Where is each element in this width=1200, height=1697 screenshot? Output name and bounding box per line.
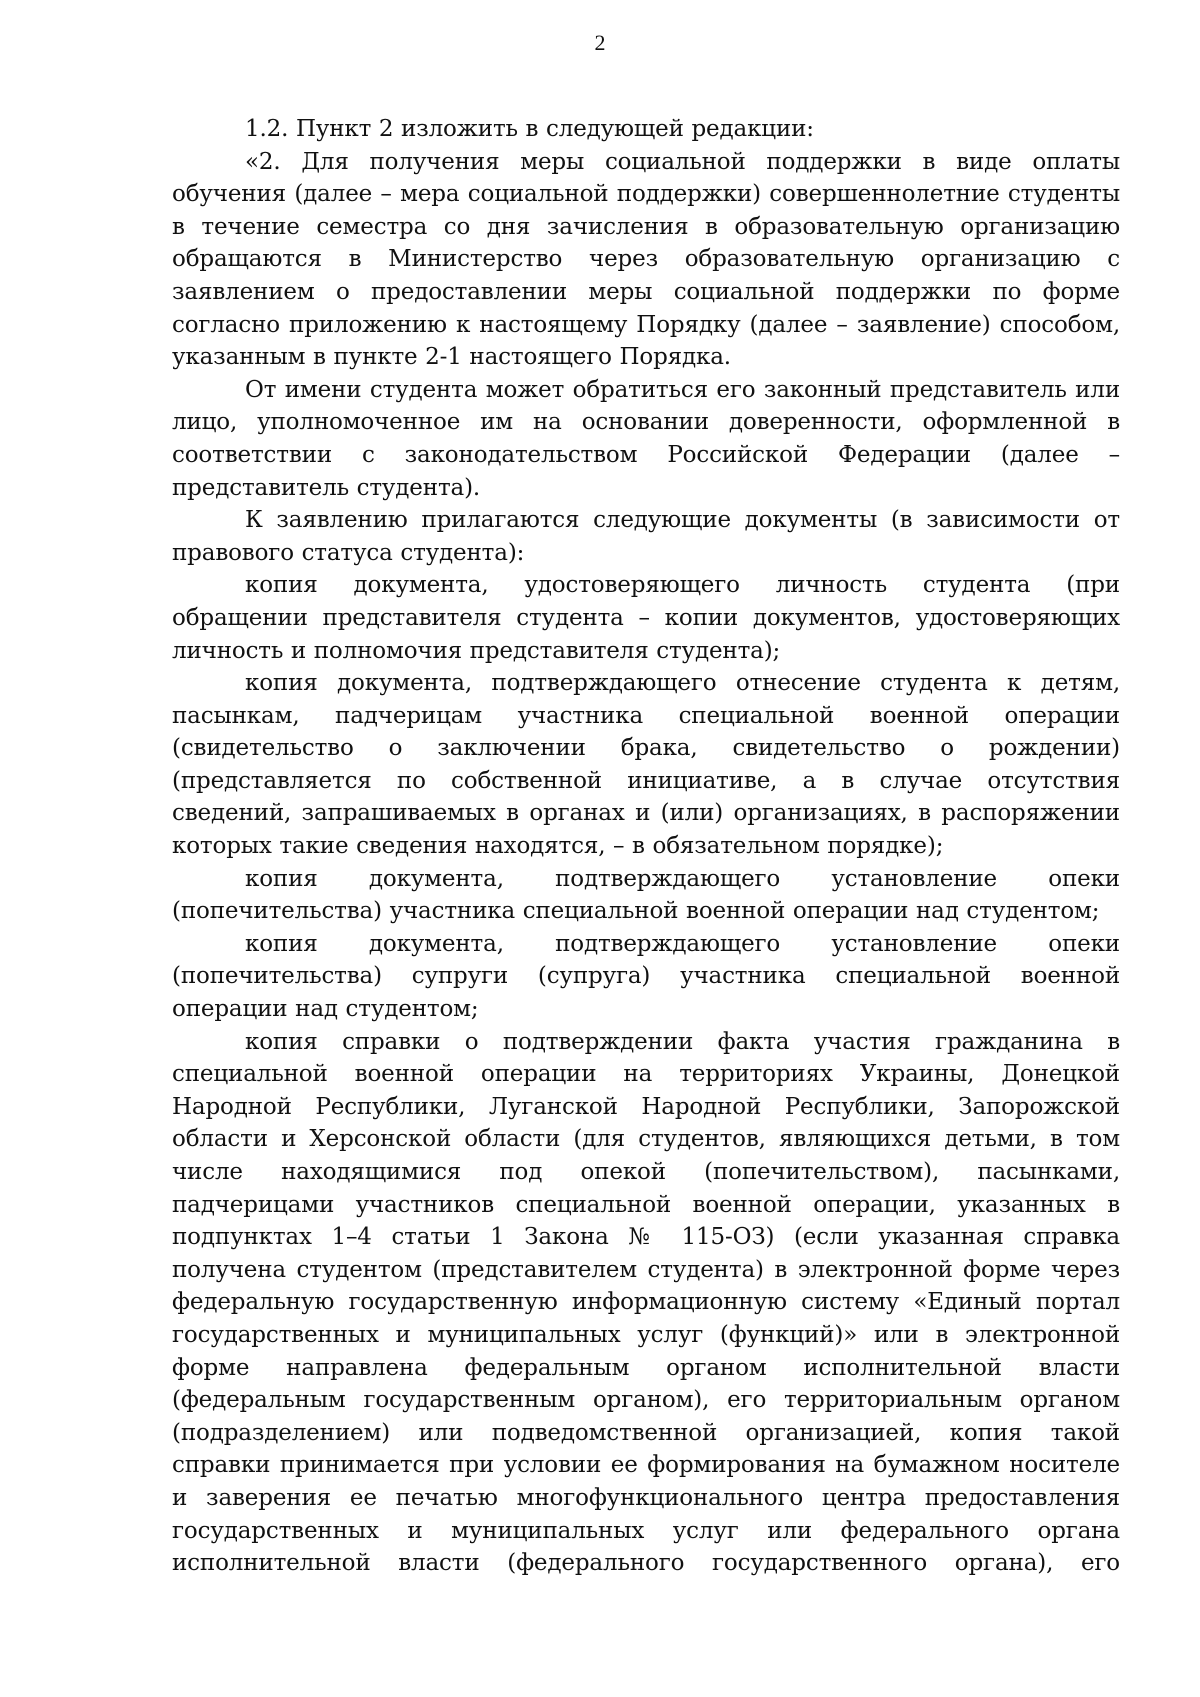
- paragraph-amendment-intro: 1.2. Пункт 2 изложить в следующей редакции:: [245, 116, 814, 142]
- paragraph-documents-intro: К заявлению прилагаются следующие документы (в зависимости от правового статуса студента):: [172, 507, 1120, 566]
- paragraph-relationship-document: копия документа, подтверждающего отнесение студента к детям, пасынкам, падчерицам участника специальной военной операции (свидетельство о заключении брака, свидетельство о рождении) (представляется по собственной инициативе, а в случае отсутствия сведений, запрашиваемых в органах и (или) организациях, в распоряжении которых такие сведения находятся, – в обязательном порядке);: [172, 670, 1120, 860]
- document-body: [172, 113, 1120, 1580]
- paragraph-point-2: «2. Для получения меры социальной поддержки в виде оплаты обучения (далее – мера социальной поддержки) совершеннолетние студенты в течение семестра со дня зачисления в образовательную организацию обращаются в Министерство через образовательную организацию с заявлением о предоставлении меры социальной поддержки по форме согласно приложению к настоящему Порядку (далее – заявление) способом, указанным в пункте 2-1 настоящего Порядка.: [172, 148, 1120, 371]
- paragraph-participation-certificate: копия справки о подтверждении факта участия гражданина в специальной военной операции на территориях Украины, Донецкой Народной Республики, Луганской Народной Республики, Запорожской области и Херсонской области (для студентов, являющихся детьми, в том числе находящимися под опекой (попечительством), пасынками, падчерицами участников специальной военной операции, указанных в подпунктах 1–4 статьи 1 Закона № 115-ОЗ) (если указанная справка получена студентом (представителем студента) в электронной форме через федеральную государственную информационную систему «Единый портал государственных и муниципальных услуг (функций)» или в электронной форме направлена федеральным органом исполнительной власти (федеральным государственным органом), его территориальным органом (подразделением) или подведомственной организацией, копия такой справки принимается при условии ее формирования на бумажном носителе и заверения ее печатью многофункционального центра предоставления государственных и муниципальных услуг или федерального органа исполнительной власти (федерального государственного органа), его: [172, 1028, 1120, 1577]
- paragraph-representative: От имени студента может обратиться его законный представитель или лицо, уполномоченное им на основании доверенности, оформленной в соответствии с законодательством Российской Федерации (далее – представитель студента).: [172, 376, 1120, 501]
- paragraph-identity-document: копия документа, удостоверяющего личность студента (при обращении представителя студента – копии документов, удостоверяющих личность и полномочия представителя студента);: [172, 572, 1120, 664]
- page-number: 2: [594, 30, 606, 55]
- paragraph-guardianship-participant: копия документа, подтверждающего установление опеки (попечительства) участника специальной военной операции над студентом;: [172, 865, 1120, 925]
- paragraph-guardianship-spouse: копия документа, подтверждающего установление опеки (попечительства) супруги (супруга) участника специальной военной операции над студентом;: [172, 930, 1120, 1023]
